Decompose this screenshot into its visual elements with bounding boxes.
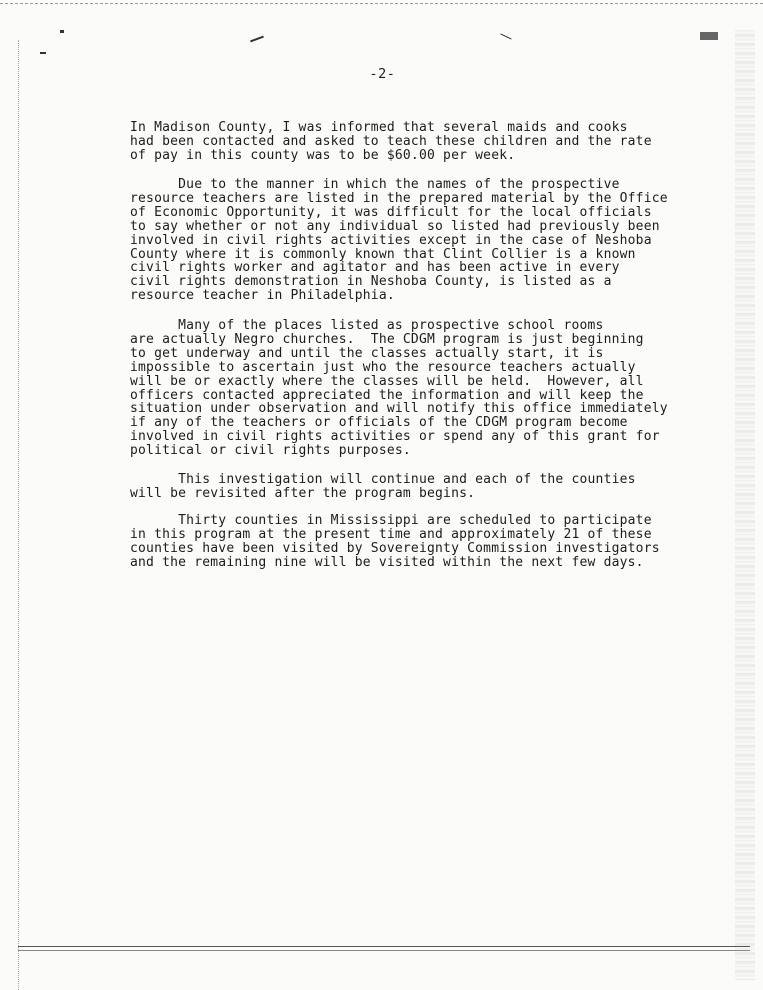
bottom-rule: [18, 946, 750, 947]
scan-speck: [250, 36, 264, 43]
paragraph-madison-county: In Madison County, I was informed that several maids and cooks had been contacted and asked to teach these children and the rate of pay in this county was to be $60.00 per week.: [130, 120, 652, 163]
paragraph-thirty-counties: Thirty counties in Mississippi are scheduled to participate in this program at the present time and approximately 21 of these counties have been visited by Sovereignty Commission investigators and the remaining nine will be visited within the next few days.: [130, 513, 660, 570]
paragraph-school-rooms: Many of the places listed as prospective school rooms are actually Negro churches. The CDGM program is just beginning to get underway and until the classes actually start, it is impossible to ascertain just who the resource teachers actually will be or exactly where the classes will be held. However, all officers contacted appreciated the information and will keep the situation under observation and will notify this office immediately if any of the teachers or officials of the CDGM program become involved in civil rights activities or spend any of this grant for political or civil rights purposes.: [130, 318, 668, 459]
scan-speck: [60, 30, 64, 33]
top-edge-line: [0, 3, 763, 4]
scan-speck: [500, 34, 511, 40]
scan-speck: [40, 52, 46, 54]
paragraph-investigation-continue: This investigation will continue and each of the counties will be revisited after the program begins.: [130, 472, 636, 501]
paragraph-resource-teachers: Due to the manner in which the names of the prospective resource teachers are listed in the prepared material by the Office of Economic Opportunity, it was difficult for the local officials to say whether or not any individual so listed had previously been involved in civil rights activities except in the case of Neshoba County where it is commonly known that Clint Collier is a known civil rights worker and agitator and has been active in every civil rights demonstration in Neshoba County, is listed as a resource teacher in Philadelphia.: [130, 177, 668, 304]
scan-speck: [700, 32, 718, 40]
right-scan-noise: [735, 30, 755, 980]
bottom-rule-secondary: [18, 950, 750, 951]
page-number: -2-: [369, 66, 396, 82]
left-margin-line: [18, 40, 19, 990]
